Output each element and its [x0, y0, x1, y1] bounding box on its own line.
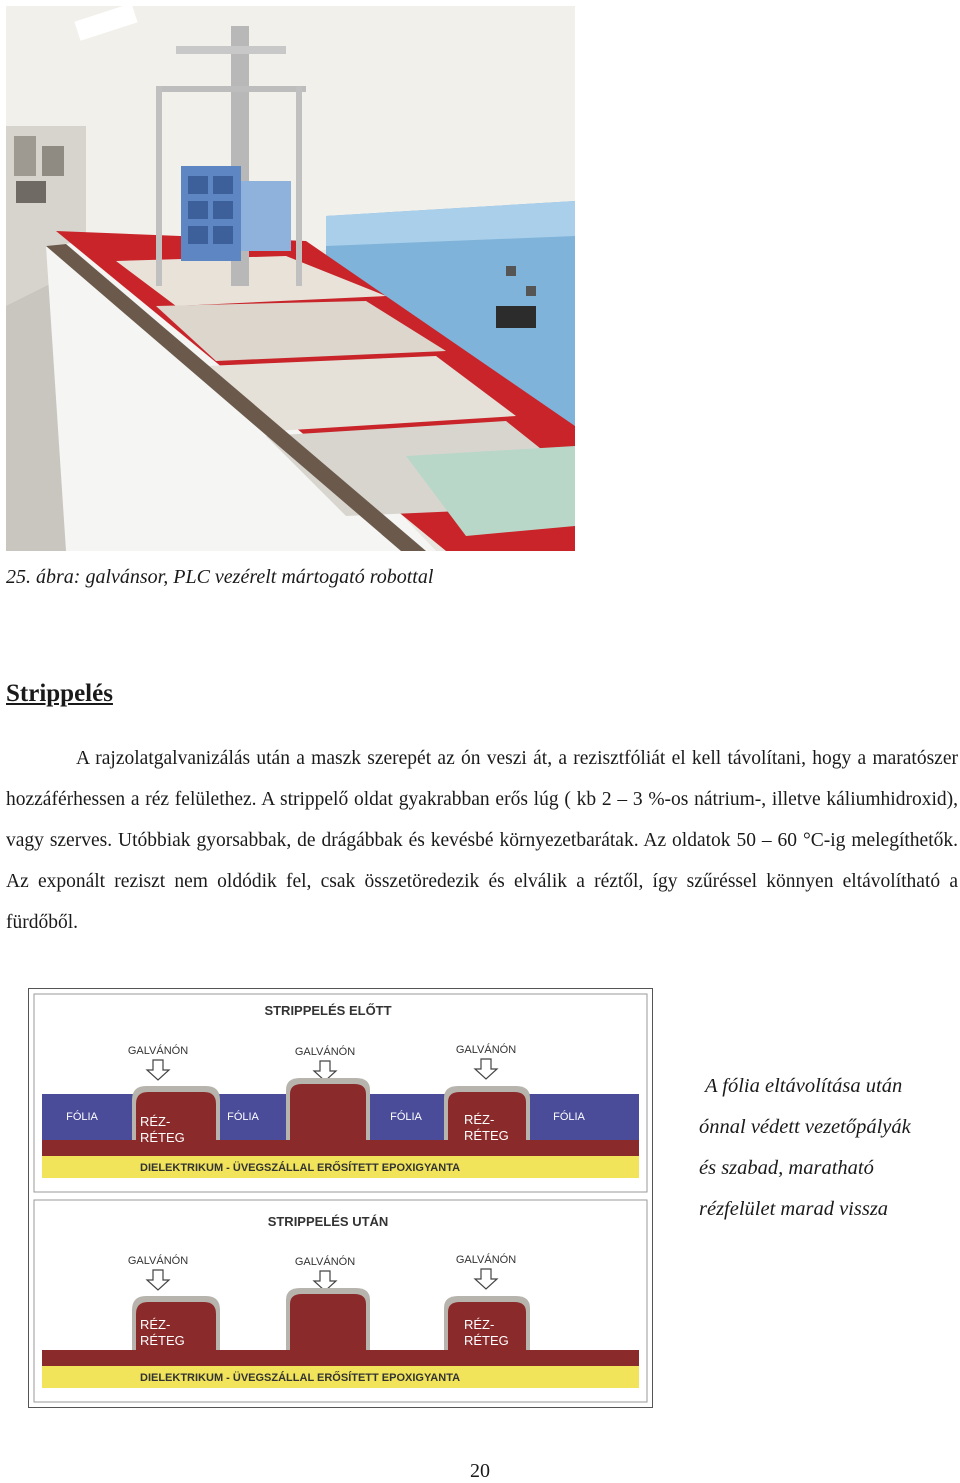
section-heading: Strippelés	[6, 680, 113, 707]
diagram-side-note	[699, 1066, 911, 1230]
before-folia-2: FÓLIA	[227, 1111, 259, 1123]
stripping-cross-section-diagram	[28, 988, 653, 1408]
before-rez-2-line1: RÉZ-	[464, 1112, 495, 1127]
after-galvanon-1: GALVÁNÓN	[127, 1255, 189, 1267]
after-galvanon-2: GALVÁNÓN	[294, 1256, 356, 1268]
before-title: STRIPPELÉS ELŐTT	[264, 1003, 392, 1018]
after-rez-2-line1: RÉZ-	[464, 1317, 495, 1332]
before-folia-1: FÓLIA	[66, 1111, 98, 1123]
side-note-line-4: rézfelület marad vissza	[699, 1198, 889, 1220]
after-rez-1-line2: RÉTEG	[140, 1333, 185, 1348]
before-folia-4: FÓLIA	[553, 1111, 585, 1123]
before-folia-3: FÓLIA	[390, 1111, 422, 1123]
before-rez-1-line1: RÉZ-	[140, 1114, 171, 1129]
after-rez-1-line1: RÉZ-	[140, 1317, 171, 1332]
side-note-line-2: ónnal védett vezetőpályák	[699, 1116, 911, 1138]
before-galvanon-2: GALVÁNÓN	[294, 1046, 356, 1058]
before-rez-2-line2: RÉTEG	[464, 1128, 509, 1143]
after-title: STRIPPELÉS UTÁN	[267, 1214, 389, 1229]
before-substrate-label: DIELEKTRIKUM - ÜVEGSZÁLLAL ERŐSÍTETT EPOXIGYANTA	[140, 1162, 461, 1174]
figure-caption: 25. ábra: galvánsor, PLC vezérelt mártogató robottal	[6, 566, 434, 588]
section-paragraph	[6, 738, 958, 943]
after-rez-2-line2: RÉTEG	[464, 1333, 509, 1348]
after-galvanon-3: GALVÁNÓN	[455, 1254, 517, 1266]
galvanic-line-photo	[6, 6, 575, 551]
paragraph-text: A rajzolatgalvanizálás után a maszk szerepét az ón veszi át, a rezisztfóliát el kell távolítani, hogy a maratószer hozzáférhessen a réz felülethez. A strippelő oldat gyakrabban erős lúg ( kb 2 – 3 %-os nátrium-, illetve káliumhidroxid), vagy szerves. Utóbbiak gyorsabbak, de drágábbak és kevésbé környezetbarátak. Az oldatok 50 – 60 °C-ig melegíthetők. Az exponált reziszt nem oldódik fel, csak összetöredezik és elválik a réztől, így szűréssel könnyen eltávolítható a fürdőből.	[6, 748, 958, 933]
side-note-line-3: és szabad, maratható	[699, 1157, 874, 1179]
before-rez-1-line2: RÉTEG	[140, 1130, 185, 1145]
before-galvanon-3: GALVÁNÓN	[455, 1044, 517, 1056]
after-substrate-label: DIELEKTRIKUM - ÜVEGSZÁLLAL ERŐSÍTETT EPOXIGYANTA	[140, 1372, 461, 1384]
side-note-line-1: A fólia eltávolítása után	[705, 1075, 903, 1097]
before-galvanon-1: GALVÁNÓN	[127, 1045, 189, 1057]
page-number: 20	[470, 1460, 490, 1482]
